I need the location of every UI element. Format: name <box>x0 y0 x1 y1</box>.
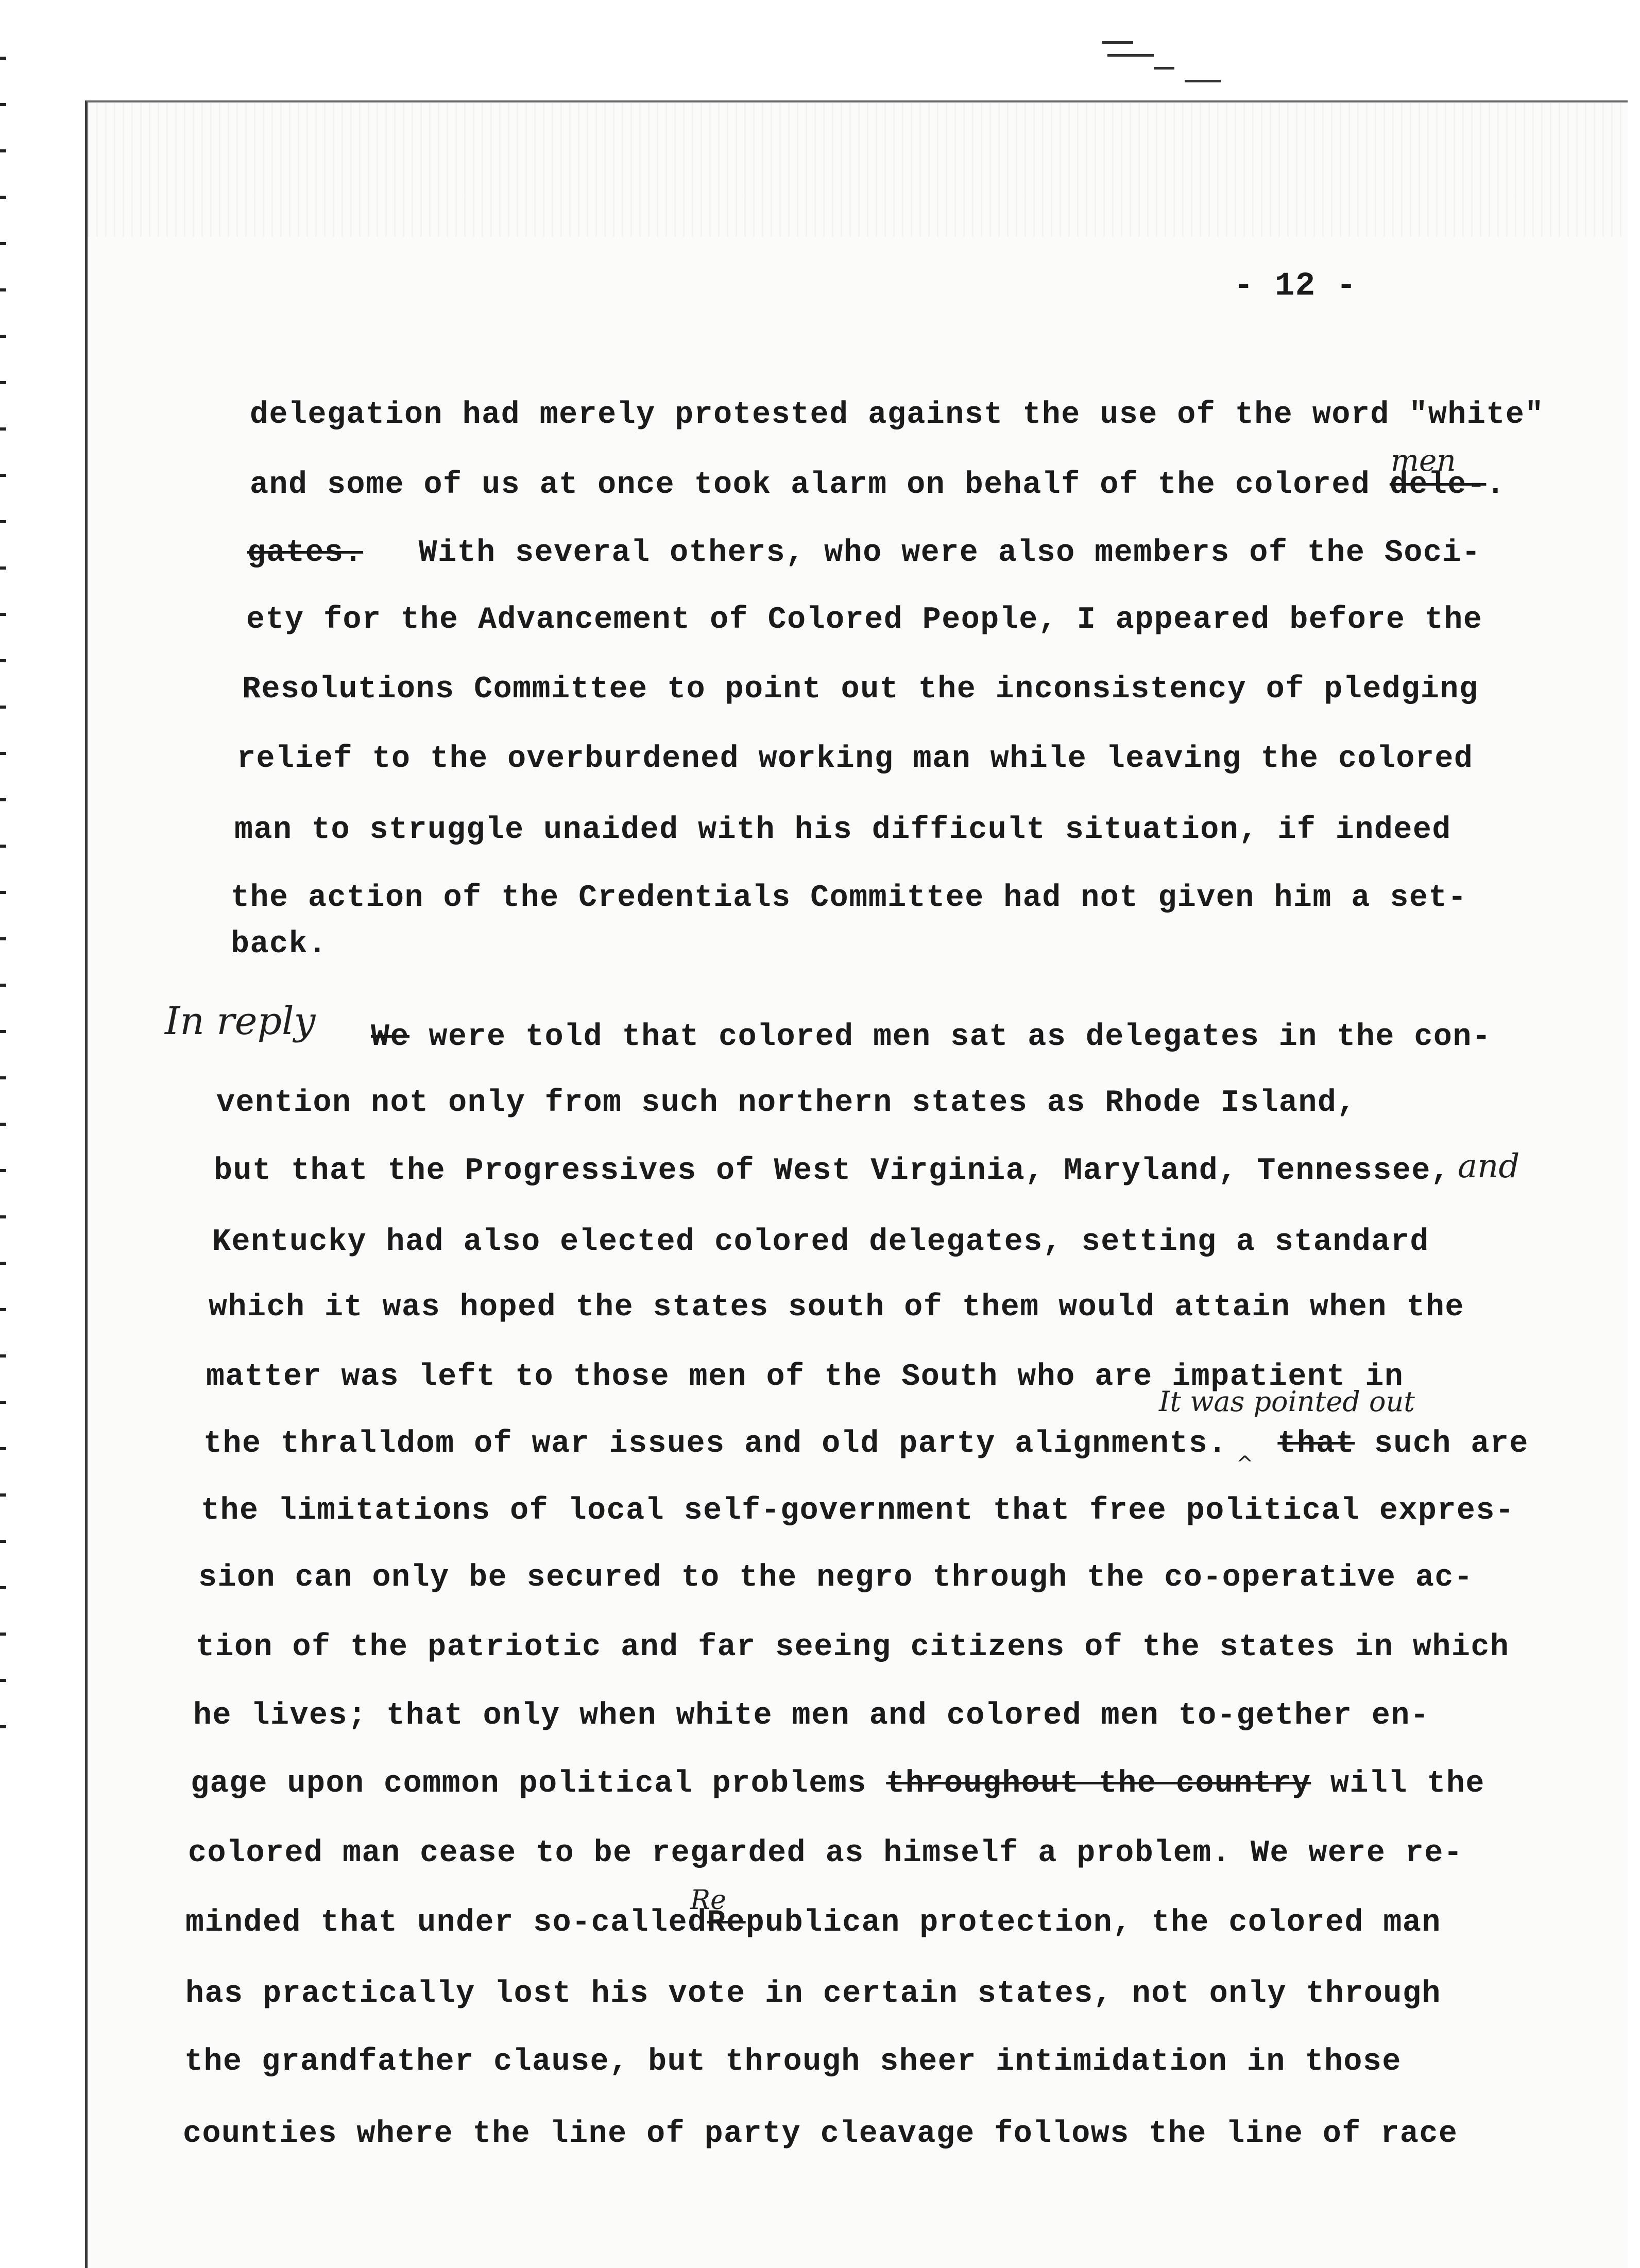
p2-line-6: matter was left to those men of the South who are impatient in <box>206 1360 1404 1395</box>
p2-line-4: Kentucky had also elected colored delegates, setting a standard <box>212 1225 1429 1260</box>
p2-line-7-tail: such are <box>1355 1427 1529 1462</box>
p1-line-7: man to struggle unaided with his difficult situation, if indeed <box>234 813 1451 848</box>
struck-text-re: Re <box>707 1905 746 1940</box>
scan-noise <box>88 103 1622 237</box>
p2-line-7 <box>203 1427 1529 1462</box>
handwritten-in-reply: In reply <box>165 999 316 1043</box>
p2-line-12-tail: will the <box>1311 1766 1485 1801</box>
p2-line-14 <box>185 1905 1441 1940</box>
p2-line-7-text: the thralldom of war issues and old party alignments. <box>203 1427 1227 1462</box>
p2-line-12 <box>191 1766 1485 1801</box>
p2-line-9: sion can only be secured to the negro through the co-operative ac- <box>198 1560 1474 1595</box>
p1-line-8: the action of the Credentials Committee had not given him a set- <box>231 881 1467 916</box>
p2-line-14-text: minded that under so-called <box>185 1905 707 1940</box>
p2-line-3: but that the Progressives of West Virginia, Maryland, Tennessee, <box>214 1154 1450 1189</box>
p2-line-10: tion of the patriotic and far seeing citizens of the states in which <box>196 1630 1510 1665</box>
p1-line-2-text: and some of us at once took alarm on behalf of the colored <box>250 468 1371 503</box>
struck-text-gates: gates. <box>247 536 364 571</box>
p1-line-3 <box>247 536 1481 571</box>
scan-edge-marks <box>0 57 6 1756</box>
p2-line-14-tail: publican protection, the colored man <box>745 1905 1441 1940</box>
p2-line-5: which it was hoped the states south of them would attain when the <box>209 1290 1464 1325</box>
p1-line-6: relief to the overburdened working man while leaving the colored <box>237 742 1474 777</box>
handwritten-pointed-out: It was pointed out <box>1159 1385 1415 1418</box>
scan-corner-marks <box>1092 31 1226 88</box>
p2-line-15: has practically lost his vote in certain states, not only through <box>185 1977 1441 2012</box>
p2-line-11: he lives; that only when white men and colored men to-gether en- <box>193 1698 1430 1733</box>
p2-line-1-text: were told that colored men sat as delegates in the con- <box>429 1020 1492 1055</box>
p2-line-8: the limitations of local self-government that free political expres- <box>201 1493 1515 1528</box>
p2-line-1 <box>371 1020 1491 1055</box>
p2-line-13: colored man cease to be regarded as himself a problem. We were re- <box>188 1836 1463 1871</box>
struck-text-throughout: throughout the country <box>886 1766 1311 1801</box>
p1-line-1: delegation had merely protested against the use of the word "white" <box>250 398 1544 433</box>
p1-line-9: back. <box>231 927 328 962</box>
page-number: - 12 - <box>1234 268 1357 305</box>
struck-text-we: We <box>371 1020 410 1055</box>
insertion-caret: ^ <box>1236 1452 1254 1476</box>
handwritten-re: Re <box>690 1885 726 1916</box>
p1-line-5: Resolutions Committee to point out the inconsistency of pledging <box>242 672 1479 707</box>
trailing-period: . <box>1486 468 1506 503</box>
p2-line-16: the grandfather clause, but through sheer intimidation in those <box>184 2044 1402 2080</box>
handwritten-and: and <box>1458 1147 1520 1185</box>
struck-text-dele: dele- <box>1389 468 1487 503</box>
p2-line-12-text: gage upon common political problems <box>191 1766 867 1801</box>
p1-line-2 <box>250 468 1506 503</box>
p1-line-3-text: With several others, who were also members of the Soci- <box>418 536 1481 571</box>
p1-line-4: ety for the Advancement of Colored People, I appeared before the <box>246 603 1483 638</box>
p2-line-2: vention not only from such northern states as Rhode Island, <box>216 1086 1356 1121</box>
handwritten-men: men <box>1391 443 1456 478</box>
p2-line-17: counties where the line of party cleavage follows the line of race <box>183 2117 1458 2152</box>
struck-text-that: that <box>1277 1427 1355 1462</box>
